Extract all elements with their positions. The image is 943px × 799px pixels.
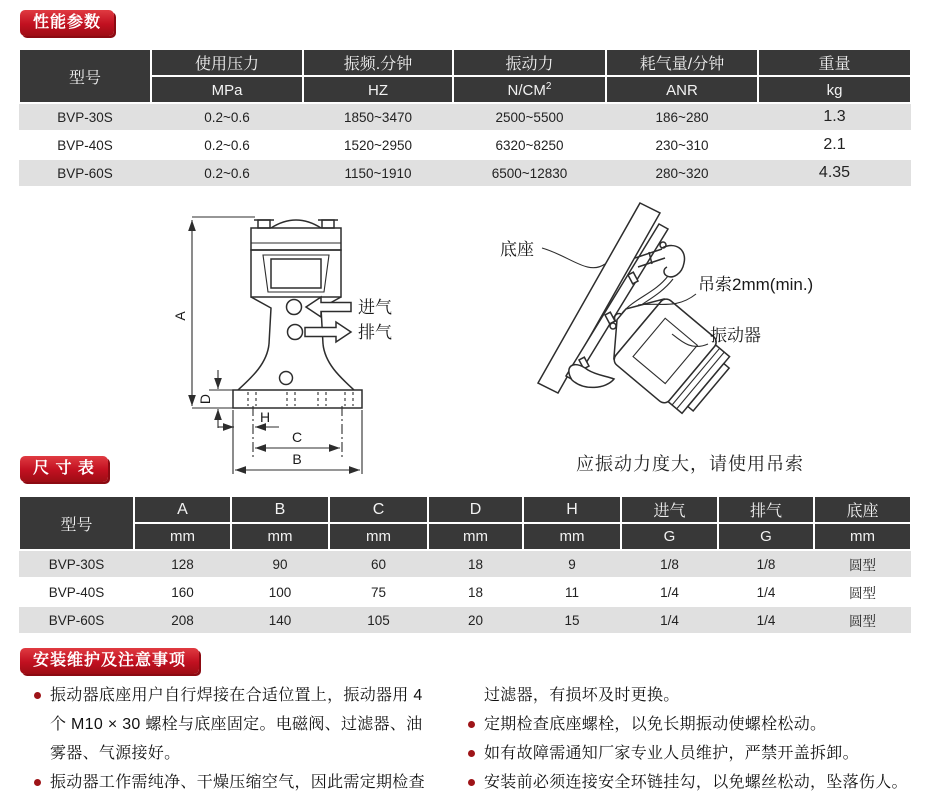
value-cell: 0.2~0.6 <box>151 159 303 187</box>
note-line <box>34 739 470 768</box>
unit-hz: HZ <box>303 76 453 103</box>
value-cell: 75 <box>329 578 428 606</box>
value-cell: 1/4 <box>621 578 718 606</box>
value-cell: 105 <box>329 606 428 634</box>
bullet-icon <box>468 721 475 728</box>
value-cell: 160 <box>134 578 231 606</box>
value-cell: 280~320 <box>606 159 758 187</box>
value-cell: 1/8 <box>621 550 718 578</box>
value-cell: 圆型 <box>814 550 911 578</box>
value-cell: 0.2~0.6 <box>151 131 303 159</box>
unit-cell: G <box>621 523 718 550</box>
model-cell: BVP-60S <box>19 159 151 187</box>
value-cell: 100 <box>231 578 329 606</box>
value-cell: 1/8 <box>718 550 814 578</box>
notes-left-column <box>34 681 470 797</box>
col-header-a: A <box>134 496 231 523</box>
outlet-arrow-icon <box>305 322 351 342</box>
value-cell: 208 <box>134 606 231 634</box>
dim-label-a: A <box>172 311 188 321</box>
col-header-d: D <box>428 496 523 523</box>
value-cell: 圆型 <box>814 578 911 606</box>
inlet-label: 进气 <box>358 298 392 317</box>
value-cell: 1/4 <box>718 606 814 634</box>
value-cell: 90 <box>231 550 329 578</box>
value-cell: 2500~5500 <box>453 103 606 131</box>
value-cell: 1520~2950 <box>303 131 453 159</box>
col-header-model: 型号 <box>19 496 134 550</box>
unit-cell: mm <box>523 523 621 550</box>
cable-label: 吊索2mm(min.) <box>698 275 814 294</box>
table-row <box>19 131 911 159</box>
value-cell: 18 <box>428 578 523 606</box>
base-label: 底座 <box>500 240 534 259</box>
note-text: 定期检查底座螺栓，以免长期振动使螺栓松动。 <box>484 716 827 733</box>
note-line <box>468 681 940 710</box>
note-text: 振动器底座用户自行焊接在合适位置上，振动器用 4 <box>50 687 423 704</box>
value-cell: 6320~8250 <box>453 131 606 159</box>
unit-cell: mm <box>134 523 231 550</box>
note-line <box>468 739 940 768</box>
value-cell: 1.3 <box>758 103 911 131</box>
bullet-icon <box>34 692 41 699</box>
unit-cell: mm <box>814 523 911 550</box>
value-cell: 15 <box>523 606 621 634</box>
col-header-h: H <box>523 496 621 523</box>
value-cell: 1/4 <box>718 578 814 606</box>
table-row <box>19 103 911 131</box>
notes-right-column <box>468 681 940 797</box>
value-cell: 4.35 <box>758 159 911 187</box>
table-row <box>19 550 911 578</box>
note-text: 过滤器，有损坏及时更换。 <box>484 687 680 704</box>
unit-mpa: MPa <box>151 76 303 103</box>
note-text: 振动器工作需纯净、干燥压缩空气，因此需定期检查 <box>50 774 425 791</box>
value-cell: 1150~1910 <box>303 159 453 187</box>
section-badge-notes: 安装维护及注意事项 <box>20 648 199 674</box>
outlet-port <box>288 325 303 340</box>
dimensions-table-header <box>19 496 911 523</box>
note-text: 安装前必须连接安全环链挂勾，以免螺丝松动，坠落伤人。 <box>484 774 908 791</box>
value-cell: 140 <box>231 606 329 634</box>
model-cell: BVP-30S <box>19 550 134 578</box>
value-cell: 186~280 <box>606 103 758 131</box>
unit-kg: kg <box>758 76 911 103</box>
dim-label-c: C <box>291 429 303 445</box>
performance-table-header <box>19 49 911 76</box>
performance-table-units <box>19 76 911 103</box>
value-cell: 6500~12830 <box>453 159 606 187</box>
note-text: 个 M10 × 30 螺栓与底座固定。电磁阀、过滤器、油 <box>50 716 423 733</box>
bullet-icon <box>468 779 475 786</box>
col-header-c: C <box>329 496 428 523</box>
model-cell: BVP-30S <box>19 103 151 131</box>
bullet-icon <box>468 750 475 757</box>
table-row <box>19 159 911 187</box>
vibrator-label: 振动器 <box>710 326 761 345</box>
value-cell: 0.2~0.6 <box>151 103 303 131</box>
dimension-drawing <box>172 198 475 483</box>
col-header-model: 型号 <box>19 49 151 103</box>
col-header-frequency: 振频.分钟 <box>303 49 453 76</box>
col-header-inlet: 进气 <box>621 496 718 523</box>
note-text: 如有故障需通知厂家专业人员维护，严禁开盖拆卸。 <box>484 745 859 762</box>
vibrator-cap-dome <box>271 220 321 228</box>
col-header-pressure: 使用压力 <box>151 49 303 76</box>
value-cell: 9 <box>523 550 621 578</box>
unit-anr: ANR <box>606 76 758 103</box>
value-cell: 11 <box>523 578 621 606</box>
col-header-force: 振动力 <box>453 49 606 76</box>
note-line <box>468 710 940 739</box>
inlet-port <box>287 300 302 315</box>
note-line <box>34 681 470 710</box>
col-header-air: 耗气量/分钟 <box>606 49 758 76</box>
value-cell: 230~310 <box>606 131 758 159</box>
unit-cell: mm <box>428 523 523 550</box>
table-row <box>19 606 911 634</box>
value-cell: 圆型 <box>814 606 911 634</box>
model-cell: BVP-40S <box>19 131 151 159</box>
dim-label-d: D <box>197 393 213 405</box>
unit-cell: G <box>718 523 814 550</box>
value-cell: 2.1 <box>758 131 911 159</box>
value-cell: 20 <box>428 606 523 634</box>
note-text: 雾器、气源接好。 <box>50 745 181 762</box>
dim-label-h: H <box>259 409 271 425</box>
model-cell: BVP-40S <box>19 578 134 606</box>
col-header-outlet: 排气 <box>718 496 814 523</box>
value-cell: 18 <box>428 550 523 578</box>
dimensions-table <box>18 495 912 635</box>
figure-caption: 应振动力度大，请使用吊索 <box>576 454 804 474</box>
unit-ncm2: $N/CM^2$ <box>453 76 606 103</box>
outlet-label: 排气 <box>358 323 392 342</box>
note-line <box>34 710 470 739</box>
section-badge-dimensions: 尺 寸 表 <box>20 456 108 482</box>
col-header-weight: 重量 <box>758 49 911 76</box>
col-header-base: 底座 <box>814 496 911 523</box>
section-badge-performance: 性能参数 <box>20 10 114 36</box>
lifting-hook <box>662 246 684 277</box>
model-cell: BVP-60S <box>19 606 134 634</box>
value-cell: 1/4 <box>621 606 718 634</box>
note-line <box>468 768 940 797</box>
unit-cell: mm <box>231 523 329 550</box>
dim-label-b: B <box>292 451 302 467</box>
table-row <box>19 578 911 606</box>
value-cell: 60 <box>329 550 428 578</box>
inlet-arrow-icon <box>306 297 351 317</box>
value-cell: 128 <box>134 550 231 578</box>
dimensions-table-units <box>19 523 911 550</box>
col-header-b: B <box>231 496 329 523</box>
installation-drawing <box>470 198 940 448</box>
unit-cell: mm <box>329 523 428 550</box>
note-line <box>34 768 470 797</box>
value-cell: 1850~3470 <box>303 103 453 131</box>
bullet-icon <box>34 779 41 786</box>
performance-table <box>18 48 912 188</box>
